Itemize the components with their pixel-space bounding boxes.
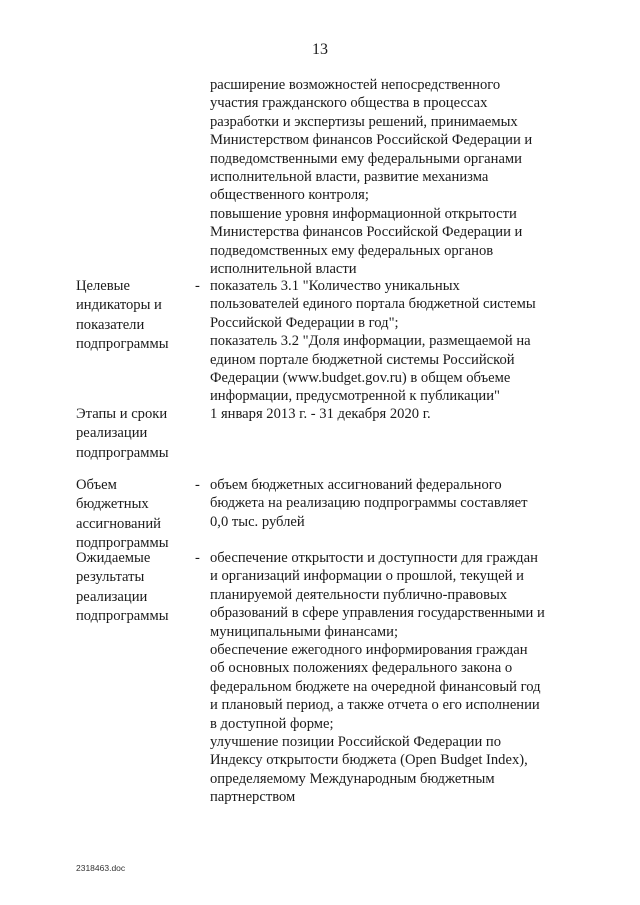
value-line: обеспечение ежегодного информирования граждан	[210, 642, 528, 659]
intro-line: общественного контроля;	[210, 187, 369, 204]
value-line: 0,0 тыс. рублей	[210, 513, 305, 530]
value-line: федеральном бюджете на очередной финансовый год	[210, 678, 541, 695]
label-line: подпрограммы	[76, 535, 169, 552]
value-line: показатель 3.2 "Доля информации, размещаемой на	[210, 333, 531, 350]
value-line: Федерации (www.budget.gov.ru) в общем объеме	[210, 370, 511, 387]
label-line: Ожидаемые	[76, 550, 151, 566]
section-label-stages-timing	[76, 405, 196, 463]
label-line: подпрограммы	[76, 444, 169, 461]
page-number: 13	[312, 41, 328, 58]
value-line: Индексу открытости бюджета (Open Budget Index),	[210, 752, 528, 769]
label-line: ассигнований	[76, 515, 161, 532]
section-label-budget-volume	[76, 476, 196, 554]
value-line: образований в сфере управления государственными и	[210, 605, 545, 622]
label-line: Этапы и сроки	[76, 406, 168, 422]
value-line: партнерством	[210, 789, 296, 806]
document-filename: 2318463.doc	[76, 863, 126, 873]
intro-line: участия гражданского общества в процессах	[210, 95, 488, 112]
value-line: улучшение позиции Российской Федерации по	[210, 734, 502, 751]
label-line: подпрограммы	[76, 336, 169, 353]
intro-line: Министерства финансов Российской Федерации и	[210, 224, 523, 241]
label-line: подпрограммы	[76, 608, 169, 625]
value-line: пользователей единого портала бюджетной системы	[210, 296, 536, 313]
value-line: бюджета на реализацию подпрограммы составляет	[210, 495, 528, 512]
section-value-stages-timing	[210, 405, 580, 423]
label-line: результаты	[76, 569, 145, 586]
section-value-budget-volume	[210, 476, 580, 531]
label-line: бюджетных	[76, 496, 149, 513]
intro-line: повышение уровня информационной открытости	[210, 205, 517, 222]
value-line: показатель 3.1 "Количество уникальных	[210, 278, 460, 294]
value-line: и организаций информации о прошлой, текущей и	[210, 568, 524, 585]
value-line: 1 января 2013 г. - 31 декабря 2020 г.	[210, 406, 431, 422]
intro-line: исполнительной власти, развитие механизма	[210, 169, 489, 186]
label-line: Объем	[76, 477, 117, 493]
label-line: индикаторы и	[76, 297, 162, 314]
value-line: определяемому Международным бюджетным	[210, 770, 495, 787]
label-line: реализации	[76, 425, 148, 442]
value-line: планируемой деятельности публично-правовых	[210, 586, 508, 603]
value-line: информации, предусмотренной к публикации"	[210, 388, 500, 405]
section-dash: -	[195, 477, 200, 493]
section-label-target-indicators	[76, 277, 196, 355]
value-line: обеспечение открытости и доступности для граждан	[210, 550, 538, 566]
section-value-expected-results	[210, 549, 580, 807]
label-line: показатели	[76, 316, 145, 333]
section-value-target-indicators	[210, 277, 580, 406]
label-line: реализации	[76, 588, 148, 605]
section-dash: -	[195, 278, 200, 294]
label-line: Целевые	[76, 278, 130, 294]
intro-paragraph	[210, 76, 570, 278]
value-line: об основных положениях федерального закона о	[210, 660, 513, 677]
intro-line: подведомственных ему федеральных органов	[210, 242, 494, 259]
intro-line: расширение возможностей непосредственного	[210, 77, 501, 93]
value-line: Российской Федерации в год";	[210, 314, 399, 331]
value-line: в доступной форме;	[210, 715, 334, 732]
intro-line: Министерством финансов Российской Федерации и	[210, 132, 533, 149]
value-line: едином портале бюджетной системы Российской	[210, 351, 515, 368]
intro-line: разработки и экспертизы решений, принимаемых	[210, 113, 518, 130]
intro-line: подведомственными ему федеральными органами	[210, 150, 522, 167]
value-line: объем бюджетных ассигнований федерального	[210, 477, 502, 493]
intro-line: исполнительной власти	[210, 261, 357, 278]
value-line: и плановый период, а также отчета о его исполнении	[210, 697, 540, 714]
section-label-expected-results	[76, 549, 196, 627]
value-line: муниципальными финансами;	[210, 623, 399, 640]
section-dash: -	[195, 550, 200, 566]
